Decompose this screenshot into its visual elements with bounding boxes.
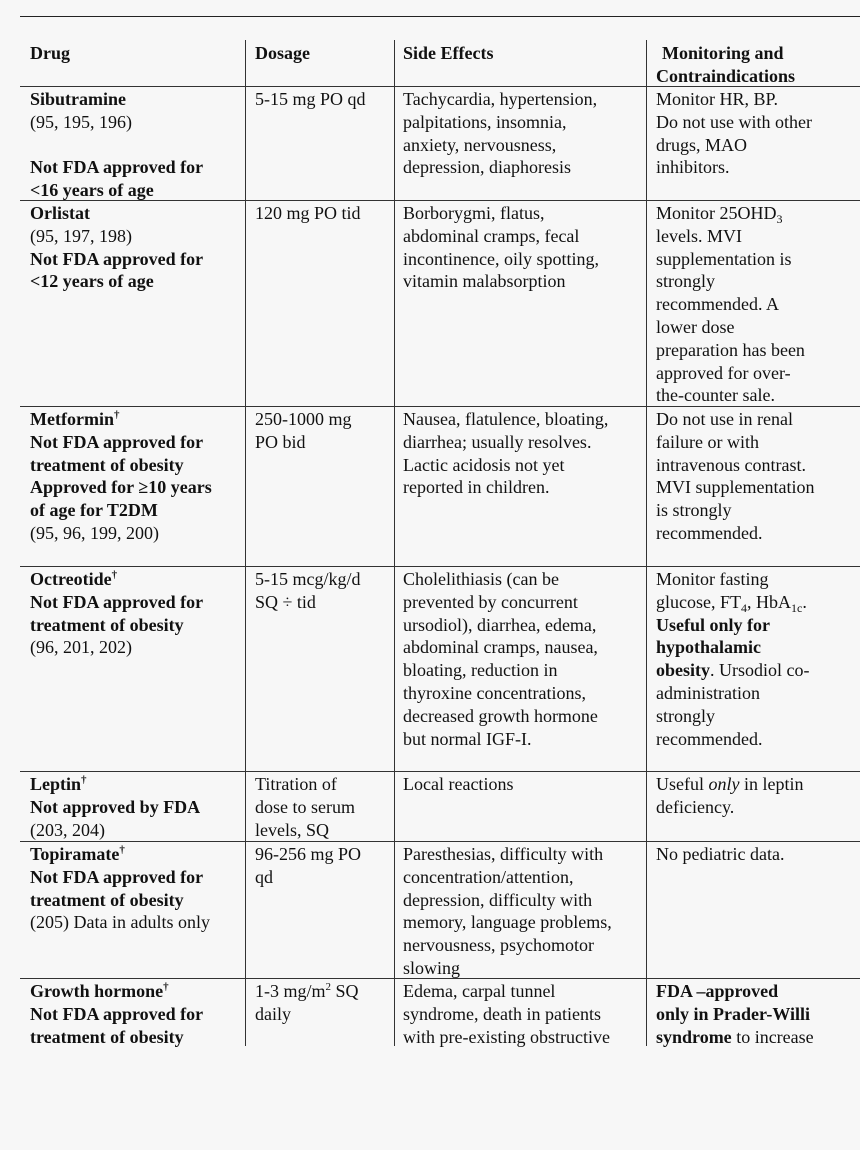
table-row-leptin-monitoring: Useful only in leptin deficiency. — [656, 774, 804, 817]
table-row-metformin-drug: Metformin† Not FDA approved for treatment of obesity Approved for ≥10 years of age for T2DM (95, 96, 199, 200) — [30, 409, 212, 543]
table-row-growth-hormone-monitoring: FDA –approved only in Prader-Willi syndrome to increase — [656, 981, 814, 1047]
table-row-topiramate-side-effects: Paresthesias, difficulty with concentration/attention, depression, difficulty with memory, language problems, nervousness, psychomotor slowing — [403, 844, 612, 978]
table-row-sibutramine-side-effects: Tachycardia, hypertension, palpitations, insomnia, anxiety, nervousness, depression, diaphoresis — [403, 89, 598, 178]
dagger-mark: † — [163, 981, 169, 993]
table-row-metformin-side-effects: Nausea, flatulence, bloating, diarrhea; usually resolves. Lactic acidosis not yet reported in children. — [403, 409, 609, 498]
row-divider-4 — [20, 771, 860, 772]
header-dosage: Dosage — [255, 43, 310, 63]
table-row-growth-hormone-side-effects: Edema, carpal tunnel syndrome, death in patients with pre-existing obstructive — [403, 981, 610, 1047]
column-divider-2 — [394, 40, 395, 1046]
drug-references: (95, 195, 196) — [30, 111, 132, 132]
drug-name: Leptin† — [30, 774, 87, 794]
column-divider-1 — [245, 40, 246, 1046]
drug-name: Growth hormone† — [30, 981, 169, 1001]
dagger-mark: † — [113, 409, 120, 421]
table-row-orlistat-side-effects: Borborygmi, flatus, abdominal cramps, fecal incontinence, oily spotting, vitamin malabsorption — [403, 203, 599, 292]
drug-name: Sibutramine — [30, 89, 127, 109]
drug-approval-note: <12 years of age — [30, 271, 154, 292]
drug-name: Octreotide† — [30, 569, 118, 589]
drug-name: Topiramate† — [30, 844, 125, 864]
dagger-mark: † — [119, 844, 125, 856]
table-row-octreotide-side-effects: Cholelithiasis (can be prevented by concurrent ursodiol), diarrhea, edema, abdominal cramps, nausea, bloating, reduction in thyroxine concentrations, decreased growth hormone but normal IGF-I. — [403, 569, 598, 749]
drug-references: (95, 96, 199, 200) — [30, 522, 159, 543]
table-row-orlistat-dosage: 120 mg PO tid — [255, 203, 361, 223]
table-row-octreotide-dosage: 5-15 mcg/kg/d SQ ÷ tid — [255, 569, 361, 612]
table-row-metformin-monitoring: Do not use in renal failure or with intravenous contrast. MVI supplementation is strongly recommended. — [656, 409, 815, 543]
table-row-octreotide-monitoring: Monitor fasting glucose, $FT_4$, HbA$_{1c}$. Useful only for hypothalamic obesity. Ursodiol co- administration strongly recommended. — [656, 569, 810, 749]
table-top-rule — [20, 16, 860, 17]
header-drug: Drug — [30, 43, 70, 63]
row-divider-3 — [20, 566, 860, 567]
table-row-leptin-dosage: Titration of dose to serum levels, SQ — [255, 774, 355, 840]
table-row-topiramate-dosage: 96-256 mg PO qd — [255, 844, 362, 887]
dagger-mark: † — [111, 569, 118, 581]
drug-approval-note: <16 years of age — [30, 180, 154, 201]
table-row-growth-hormone-drug: Growth hormone† Not FDA approved for treatment of obesity — [30, 981, 204, 1047]
drug-references: (205) Data in adults only — [30, 912, 210, 933]
table-row-sibutramine-drug — [30, 88, 203, 202]
drug-references: (96, 201, 202) — [30, 637, 132, 658]
table-row-sibutramine-monitoring: Monitor HR, BP. Do not use with other drugs, MAO inhibitors. — [656, 89, 812, 178]
table-row-leptin-side-effects: Local reactions — [403, 774, 514, 794]
table-row-octreotide-drug: Octreotide† Not FDA approved for treatment of obesity (96, 201, 202) — [30, 569, 204, 658]
table-row-metformin-dosage: 250-1000 mg PO bid — [255, 409, 352, 452]
drug-approval-note: Not FDA approved for — [30, 157, 204, 178]
drug-name: Metformin† — [30, 409, 120, 429]
table-row-orlistat-drug — [30, 202, 203, 293]
drug-name: Orlistat — [30, 203, 90, 223]
column-divider-3 — [646, 40, 647, 1046]
drug-references: (203, 204) — [30, 819, 105, 840]
table-row-topiramate-drug: Topiramate† Not FDA approved for treatment of obesity (205) Data in adults only — [30, 844, 210, 933]
drug-approval-note: Not FDA approved for — [30, 248, 204, 269]
table-row-orlistat-monitoring: Monitor $25OHD_3$ levels. MVI supplementation is strongly recommended. A lower dose preparation has been approved for over- the-counter sale. — [656, 203, 805, 406]
drug-references: (95, 197, 198) — [30, 225, 132, 246]
dagger-mark: † — [81, 774, 87, 786]
table-row-topiramate-monitoring: No pediatric data. — [656, 844, 785, 864]
table-row-growth-hormone-dosage: 1-3 $mg/m^2$ SQ daily — [255, 981, 359, 1024]
header-monitoring: Monitoring and Contraindications — [656, 43, 796, 86]
header-side-effects: Side Effects — [403, 43, 494, 63]
table-row-leptin-drug: Leptin† Not approved by FDA (203, 204) — [30, 774, 201, 840]
table-row-sibutramine-dosage: 5-15 mg PO qd — [255, 89, 366, 109]
